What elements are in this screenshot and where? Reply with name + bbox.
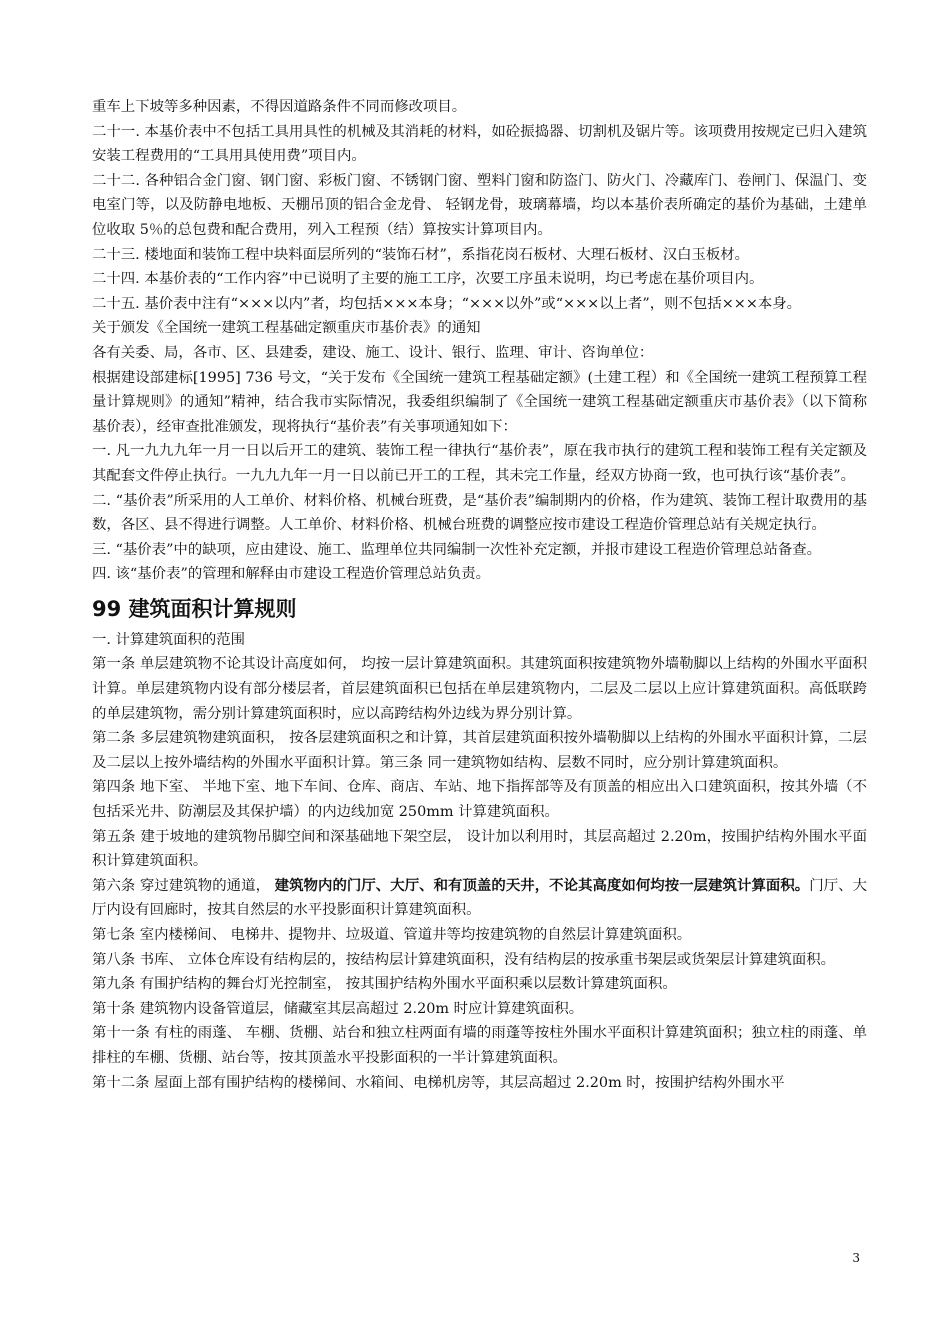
article: 第九条 有围护结构的舞台灯光控制室， 按其围护结构外围水平面积乘以层数计算建筑面积。: [92, 976, 677, 993]
section-heading: 99 建筑面积计算规则: [92, 596, 297, 621]
paragraph: 二十五. 基价表中注有“×××以内”者，均包括×××本身；“×××以外”或“×××以上者”，则不包括×××本身。: [92, 295, 802, 312]
paragraph: 二十四. 本基价表的“工作内容”中已说明了主要的施工工序，次要工序虽未说明，均已考虑在基价项目内。: [92, 271, 764, 288]
paragraph: 二. “基价表”所采用的人工单价、材料价格、机械台班费，是“基价表”编制期内的价格，作为建筑、装饰工程计取费用的基数，各区、县不得进行调整。人工单价、材料价格、机械台班费的调整应按市建设工程造价管理总站有关规定执行。: [92, 492, 867, 534]
notice-title: 关于颁发《全国统一建筑工程基础定额重庆市基价表》的通知: [92, 320, 481, 337]
notice-recipients: 各有关委、局，各市、区、县建委，建设、施工、设计、银行、监理、审计、咨询单位：: [92, 344, 654, 361]
page-number: 3: [852, 1251, 860, 1265]
article-6-prefix: 第六条 穿过建筑物的通道，: [92, 877, 275, 894]
article: 第二条 多层建筑物建筑面积， 按各层建筑面积之和计算，其首层建筑面积按外墙勒脚以上结构的外围水平面积计算，二层及二层以上按外墙结构的外围水平面积计算。第三条 同一建筑物如结构、层数不同时，应分别计算建筑面积。: [92, 730, 867, 771]
paragraph: 重车上下坡等多种因素，不得因道路条件不同而修改项目。: [92, 99, 467, 115]
rules-section: [92, 628, 867, 1095]
article: 第七条 室内楼梯间、 电梯井、提物井、垃圾道、管道井等均按建筑物的自然层计算建筑面积。: [92, 927, 692, 943]
paragraph: 根据建设部建标[1995] 736 号文，“关于发布《全国统一建筑工程基础定额》(土建工程）和《全国统一建筑工程预算工程量计算规则》的通知”精神，结合我市实际情况，我委组织编制了《全国统一建筑工程基础定额重庆市基价表》（以下简称基价表），经审查批准颁发，现将执行“基价表”有关事项通知如下：: [92, 369, 867, 435]
article: 第十一条 有柱的雨蓬、 车棚、货棚、站台和独立柱两面有墙的雨蓬等按柱外围水平面积计算建筑面积；独立柱的雨蓬、单排柱的车棚、货棚、站台等，按其顶盖水平投影面积的一半计算建筑面积。: [92, 1025, 867, 1066]
document-page: [92, 95, 867, 1095]
paragraph: 一. 凡一九九九年一月一日以后开工的建筑、装饰工程一律执行“基价表”，原在我市执行的建筑工程和装饰工程有关定额及其配套文件停止执行。一九九九年一月一日以前已开工的工程，其未完工作量，经双方协商一致，也可执行该“基价表”。: [92, 443, 867, 484]
article: 第一条 单层建筑物不论其设计高度如何， 均按一层计算建筑面积。其建筑面积按建筑物外墙勒脚以上结构的外围水平面积计算。单层建筑物内设有部分楼层者，首层建筑面积已包括在单层建筑物内，二层及二层以上应计算建筑面积。高低联跨的单层建筑物，需分别计算建筑面积时，应以高跨结构外边线为界分别计算。: [92, 656, 867, 722]
article-6-suffix: 门厅、大厅内设有回廊时，按其自然层的水平投影面积计算建筑面积。: [92, 877, 867, 919]
paragraph: 二十二. 各种铝合金门窗、钢门窗、彩板门窗、不锈钢门窗、塑料门窗和防盗门、防火门、冷藏库门、卷闸门、保温门、变电室门等，以及防静电地板、天棚吊顶的铝合金龙骨、 轻钢龙骨，玻璃幕墙，均以本基价表所确定的基价为基础，土建单位收取 5％的总包费和配合费用，列入工程预（结）算按实计算项目内。: [92, 172, 867, 238]
article: 第十二条 屋面上部有围护结构的楼梯间、水箱间、电梯机房等，其层高超过 2.20m 时，按围护结构外围水平: [92, 1074, 785, 1091]
article: 第四条 地下室、 半地下室、地下车间、仓库、商店、车站、地下指挥部等及有顶盖的相应出入口建筑面积，按其外墙（不包括采光井、防潮层及其保护墙）的内边线加宽 250mm 计算建筑面积。: [92, 779, 867, 821]
article-6: [92, 874, 867, 923]
subheading: 一. 计算建筑面积的范围: [92, 631, 246, 648]
notes-section: [92, 95, 867, 587]
article-6-bold-text: 建筑物内的门厅、大厅、和有顶盖的天井，不论其高度如何均按一层建筑计算面积。: [274, 876, 810, 894]
article: 第五条 建于坡地的建筑物吊脚空间和深基础地下架空层， 设计加以利用时，其层高超过 2.20m，按围护结构外围水平面积计算建筑面积。: [92, 828, 867, 870]
paragraph: 三. “基价表”中的缺项，应由建设、施工、监理单位共同编制一次性补充定额，并报市建设工程造价管理总站备查。: [92, 541, 822, 558]
paragraph: 四. 该“基价表”的管理和解释由市建设工程造价管理总站负责。: [92, 566, 491, 583]
article: 第八条 书库、 立体仓库设有结构层的，按结构层计算建筑面积，没有结构层的按承重书架层或货架层计算建筑面积。: [92, 951, 836, 968]
article: 第十条 建筑物内设备管道层，储藏室其层高超过 2.20m 时应计算建筑面积。: [92, 1000, 584, 1017]
paragraph: 二十三. 楼地面和装饰工程中块料面层所列的“装饰石材”，系指花岗石板材、大理石板材、汉白玉板材。: [92, 246, 750, 263]
paragraph: 二十一. 本基价表中不包括工具用具性的机械及其消耗的材料，如砼振捣器、切割机及锯片等。该项费用按规定已归入建筑安装工程费用的“工具用具使用费”项目内。: [92, 123, 867, 165]
